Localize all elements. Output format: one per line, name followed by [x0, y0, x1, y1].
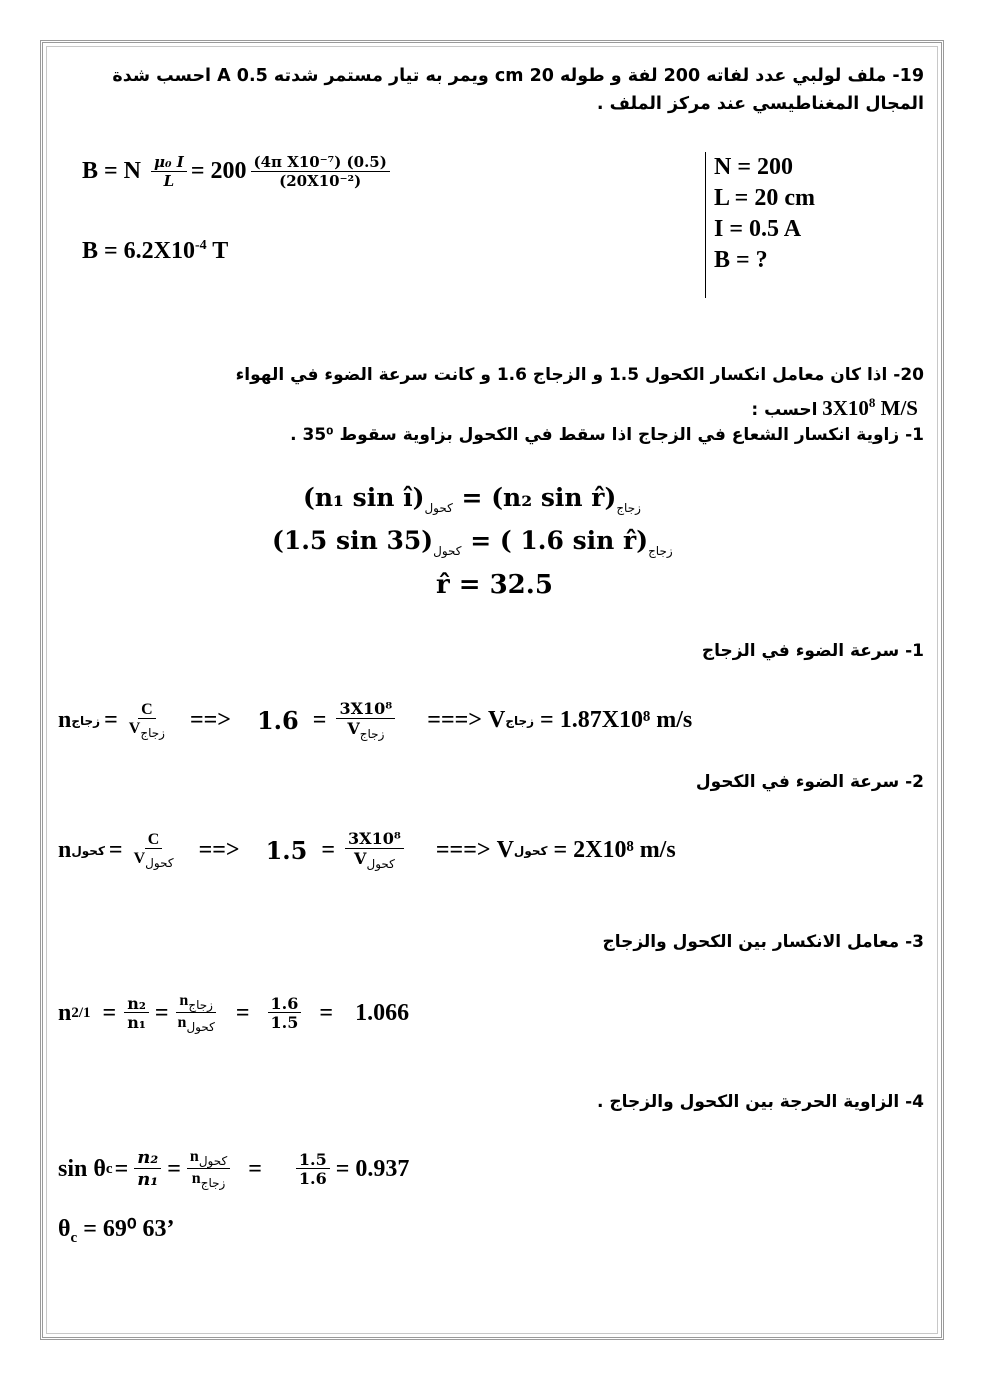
sub-alcohol: كحول — [186, 1020, 215, 1035]
n-alcohol-val: 1.5 — [265, 836, 308, 866]
speed-alcohol-eq: n كحول = $\frac{C}{V_{كحول}}$ ==> 1.5 = $\frac{\text{3X10⁸}}{V_{كحول}}$ ===> V كحول = 2X10⁸ m/s — [58, 829, 676, 871]
given-divider — [705, 152, 706, 298]
v-label: V — [487, 707, 506, 734]
v-label: V — [354, 848, 367, 868]
sub-glass: زجاج — [140, 726, 165, 741]
rel-num: 1.6 — [268, 995, 302, 1014]
sub-alcohol: كحول — [366, 856, 395, 871]
snell-line1 — [303, 483, 641, 515]
rel-den: 1.5 — [270, 1013, 299, 1033]
snell-lhs-values: (1.5 sin 35) — [272, 526, 434, 555]
speed-glass-title: 1- سرعة الضوء في الزجاج — [701, 641, 924, 661]
implies-arrow: ===> — [427, 707, 482, 734]
rel-result: 1.066 — [355, 999, 410, 1026]
implies-arrow: ==> — [189, 707, 231, 734]
n-glass-val: 1.6 — [256, 706, 299, 736]
rel-index-eq: n 2/1 = $\frac{\text{n₂}}{\text{n₁}}$ = $\frac{n_{زجاج}}{n_{كحول}}$ = $\frac{1.6}{1.5}$ = 1.066 — [58, 992, 410, 1035]
r-result: r̂ = 32.5 — [436, 570, 553, 600]
snell-rhs: (n₂ sin r̂) — [491, 483, 617, 512]
v-glass-result: = 1.87X10⁸ m/s — [540, 707, 693, 734]
q19-text-line1: 19- ملف لولبي عدد لفاته 200 لفة و طوله 20 cm ويمر به تيار مستمر شدته 0.5 A احسب شدة — [112, 66, 924, 86]
q19-result — [82, 238, 228, 265]
v-label: V — [133, 850, 146, 868]
n21-sub: 2/1 — [71, 1004, 91, 1021]
v-label: V — [128, 720, 141, 738]
c-value-over-v-alcohol — [345, 830, 404, 871]
sub-alcohol: كحول — [198, 1154, 228, 1169]
crit-num: 1.5 — [296, 1151, 330, 1170]
n-label: n — [58, 999, 72, 1026]
calc-label: احسب : — [751, 400, 818, 420]
n2-over-n1-crit — [134, 1148, 161, 1190]
c-value: 3X10⁸ — [336, 700, 395, 719]
nalcohol-over-nglass — [187, 1148, 230, 1191]
q19-formula — [82, 154, 394, 190]
snell-eq: = — [452, 483, 492, 512]
light-speed-unit: M/S — [875, 396, 918, 420]
q20-text-line2 — [751, 395, 918, 421]
theta-val: = 69⁰ 63’ — [83, 1216, 175, 1242]
result-base: B = 6.2X10 — [82, 238, 196, 264]
sub-glass: زجاج — [505, 713, 535, 728]
sub-alcohol: كحول — [145, 856, 174, 871]
c-label: C — [138, 701, 156, 720]
v-label: V — [347, 718, 360, 738]
critical-title: 4- الزاوية الحرجة بين الكحول والزجاج . — [597, 1092, 924, 1112]
sub-glass: زجاج — [188, 998, 213, 1013]
v-label: V — [496, 837, 514, 864]
equals-200: = 200 — [190, 158, 247, 185]
c-value-over-v-glass — [336, 700, 395, 741]
n2: n₂ — [124, 995, 149, 1014]
snell-lhs: (n₁ sin î) — [303, 483, 425, 512]
n-label: n — [58, 707, 72, 734]
sub-alcohol: كحول — [433, 544, 462, 558]
rel-values — [268, 995, 302, 1033]
speed-glass-eq: n زجاج = $\frac{C}{V_{زجاج}}$ ==> 1.6 = $\frac{\text{3X10⁸}}{V_{زجاج}}$ ===> V زجاج = 1.87X10⁸ m/s — [58, 699, 693, 741]
sub-alcohol: كحول — [71, 843, 105, 858]
q19-given-list — [714, 152, 815, 276]
implies-arrow: ==> — [198, 837, 240, 864]
rel-index-title: 3- معامل الانكسار بين الكحول والزجاج — [602, 932, 924, 952]
sub-alcohol: كحول — [424, 501, 453, 515]
result-unit: T — [206, 238, 229, 264]
theta-c-result — [58, 1214, 175, 1247]
n-label: n — [179, 992, 189, 1009]
sub-glass: زجاج — [359, 726, 385, 741]
light-speed — [822, 396, 918, 420]
sin-theta: sin θ — [58, 1155, 106, 1182]
crit-values — [296, 1151, 330, 1189]
sub-glass: زجاج — [616, 501, 641, 515]
q20-text-line1: 20- اذا كان معامل انكسار الكحول 1.5 و الزجاج 1.6 و كانت سرعة الضوء في الهواء — [235, 365, 924, 385]
l-den: L — [163, 171, 175, 190]
crit-result: = 0.937 — [335, 1155, 410, 1182]
light-speed-base: 3X10 — [822, 396, 869, 420]
sub-glass: زجاج — [648, 544, 673, 558]
expr-fraction — [251, 154, 390, 190]
snell-line2 — [272, 526, 673, 558]
implies-arrow: ===> — [435, 837, 491, 864]
result-exp: -4 — [195, 238, 207, 253]
c-over-v-alcohol — [131, 831, 177, 871]
n-label: n — [58, 837, 72, 864]
num-expr: (4π X10⁻⁷) (0.5) — [251, 154, 390, 172]
c-over-v-glass — [126, 701, 168, 741]
mu-i: μ₀ I — [151, 154, 187, 172]
theta-sub: c — [70, 1229, 78, 1246]
n2: n₂ — [134, 1148, 161, 1169]
sub-glass: زجاج — [200, 1176, 226, 1191]
mu-i-over-l — [151, 154, 187, 190]
q19-text-line2: المجال المغناطيسي عند مركز الملف . — [596, 94, 924, 114]
snell-eq: = — [461, 526, 500, 555]
v-alcohol-result: = 2X10⁸ m/s — [553, 837, 676, 864]
critical-eq: sin θ c = $\frac{\text{n₂}}{\text{n₁}}$ = $\frac{n_{كحول}}{n_{زجاج}}$ = $\frac{1.5}{1.6}$ = 0.937 — [58, 1147, 410, 1191]
given-n: N = 200 — [714, 154, 794, 180]
theta: θ — [58, 1216, 71, 1242]
speed-alcohol-title: 2- سرعة الضوء في الكحول — [695, 772, 924, 792]
given-i: I = 0.5 A — [714, 216, 802, 242]
q20-part1-title: 1- زاوية انكسار الشعاع في الزجاج اذا سقط في الكحول بزاوية سقوط 35⁰ . — [290, 425, 924, 445]
nglass-over-nalcohol — [175, 992, 218, 1035]
sub-alcohol: كحول — [513, 843, 548, 858]
c-label: C — [145, 831, 163, 850]
sub-glass: زجاج — [71, 713, 101, 728]
c-value: 3X10⁸ — [345, 830, 404, 849]
den-expr: (20X10⁻²) — [279, 171, 362, 190]
n-label: n — [191, 1170, 201, 1188]
given-l: L = 20 cm — [714, 185, 816, 211]
formula-lhs: B = N — [82, 158, 142, 185]
given-b: B = ? — [714, 247, 768, 273]
n2-over-n1 — [124, 995, 149, 1033]
n1: n₁ — [127, 1013, 146, 1033]
light-speed-exp: 8 — [868, 395, 876, 410]
crit-den: 1.6 — [298, 1169, 327, 1189]
n-label: n — [177, 1014, 187, 1032]
n-label: n — [189, 1148, 199, 1165]
snell-rhs-values: ( 1.6 sin r̂) — [499, 526, 649, 555]
sin-sub: c — [105, 1160, 113, 1177]
n1: n₁ — [137, 1169, 159, 1191]
